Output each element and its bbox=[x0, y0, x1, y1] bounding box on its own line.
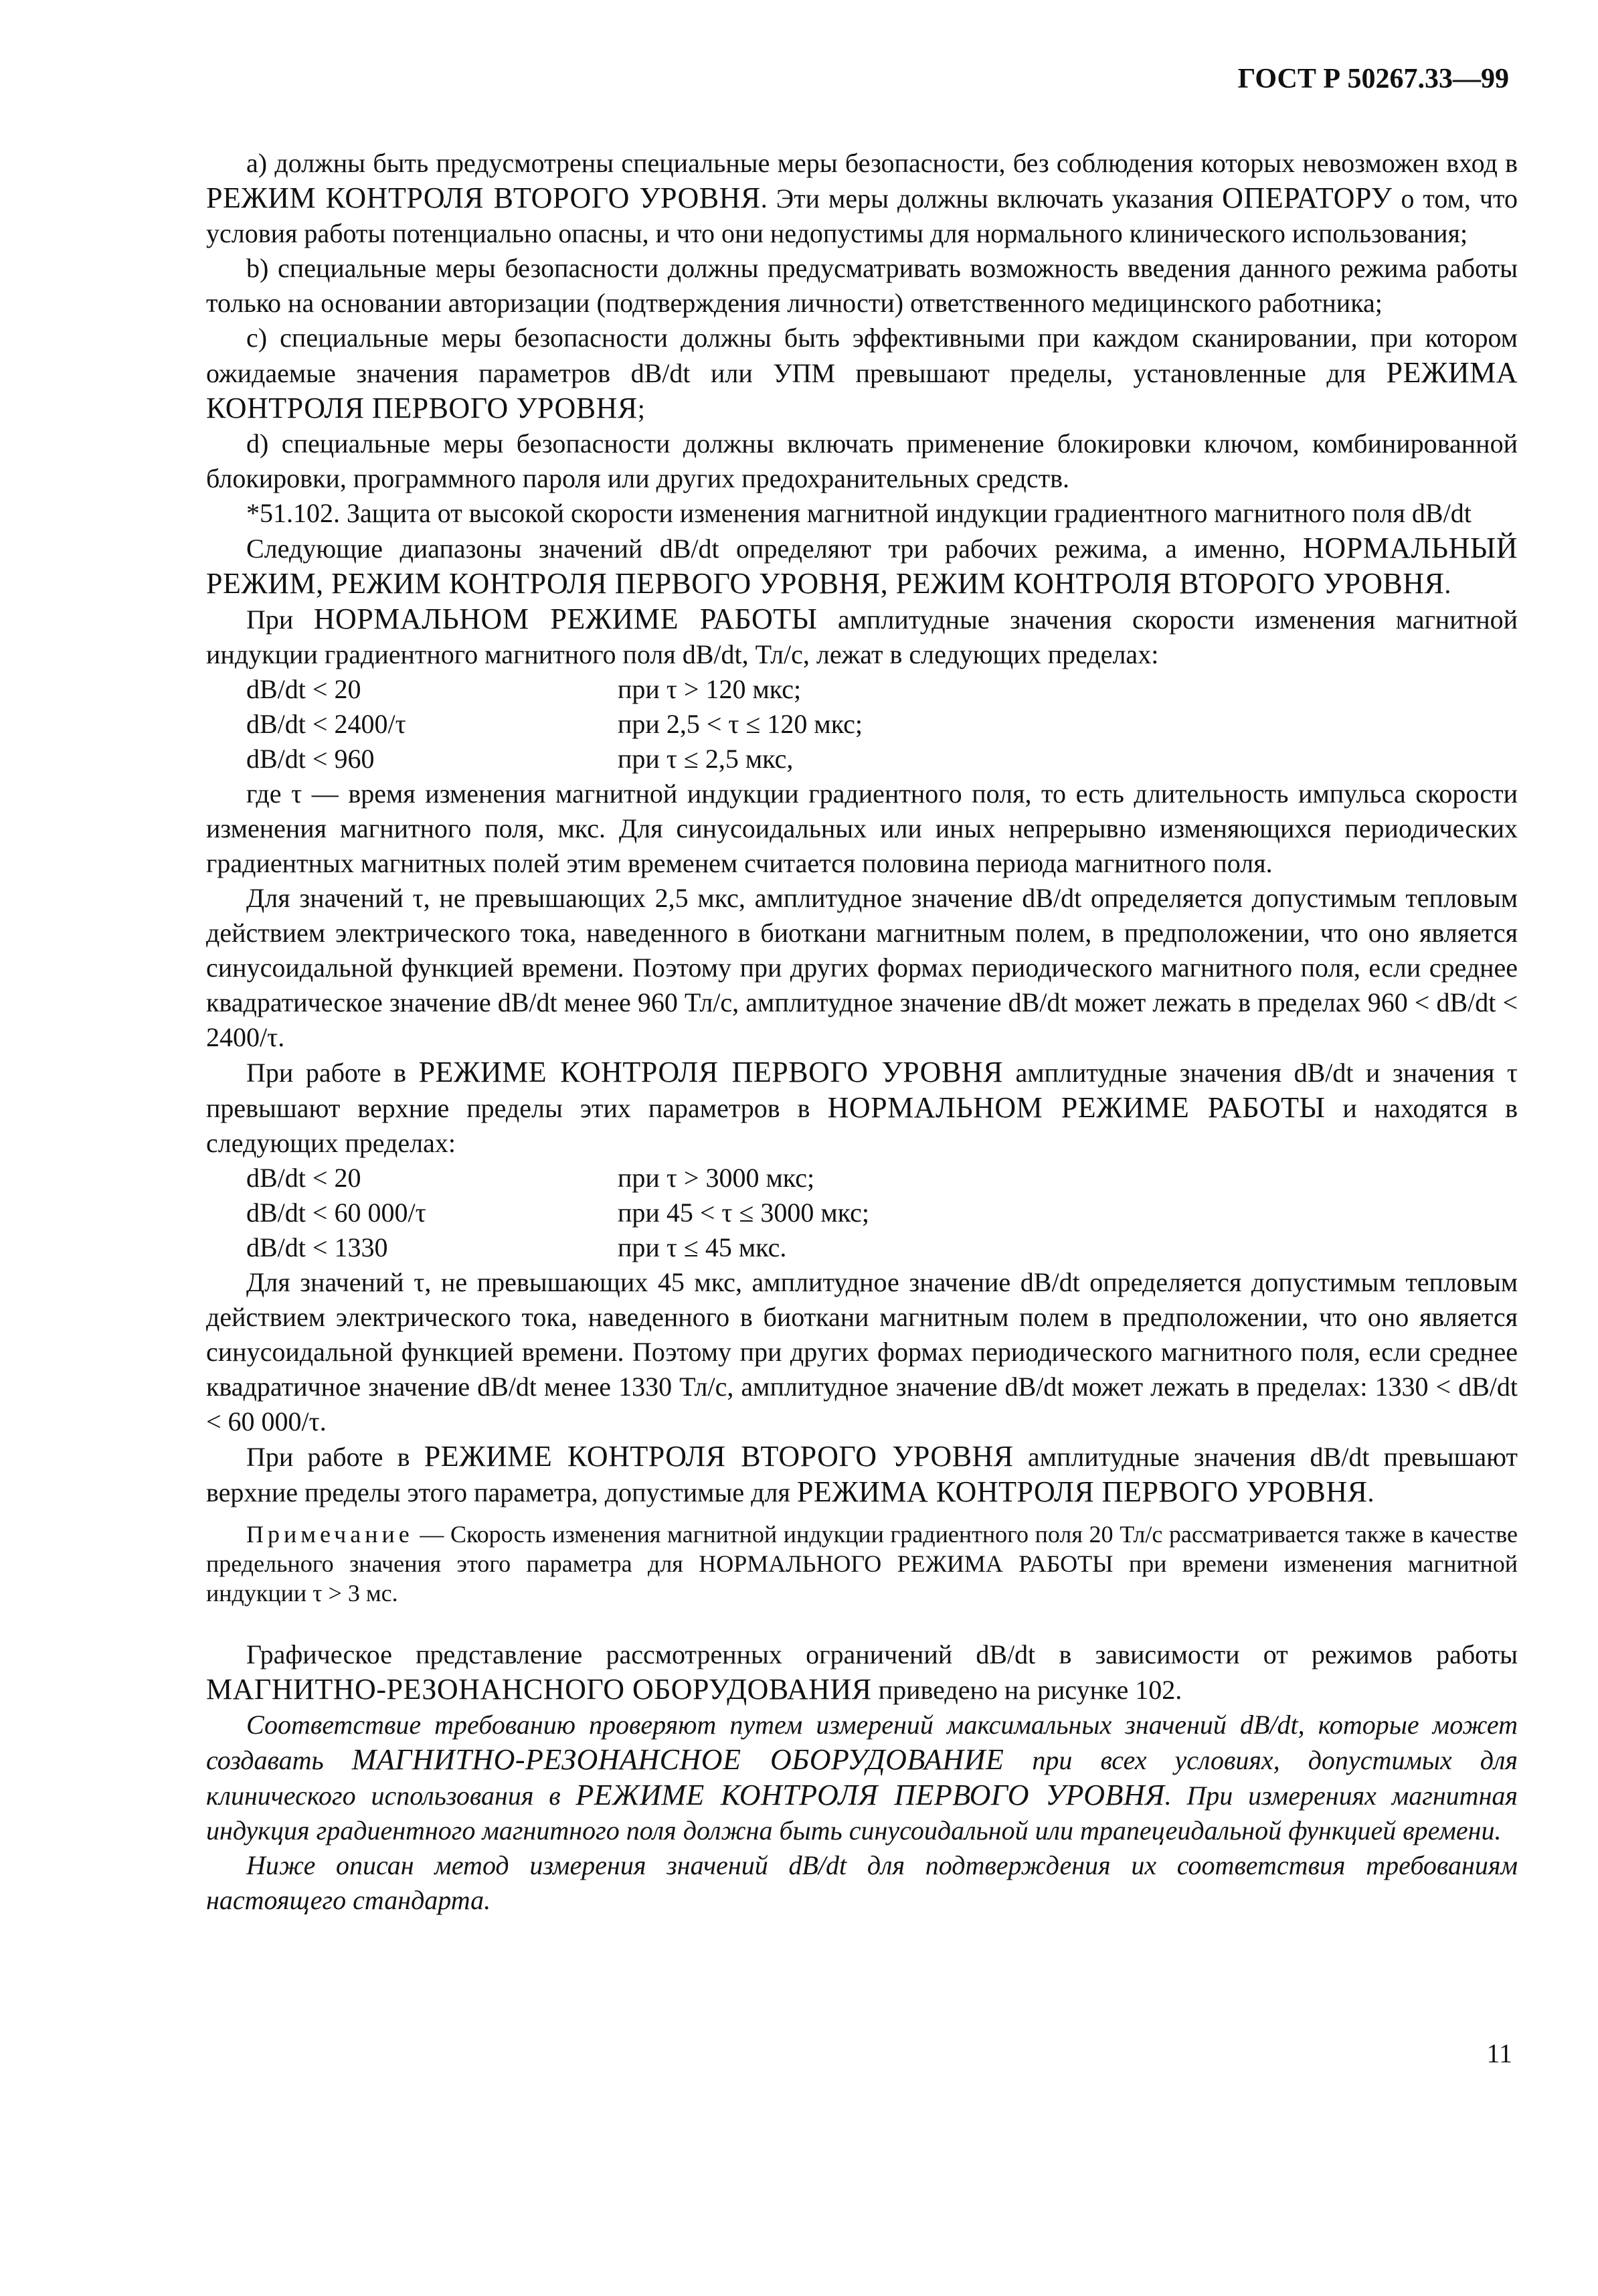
paragraph-second-level: При работе в РЕЖИМЕ КОНТРОЛЯ ВТОРОГО УРОВНЯ амплитудные значения dB/dt превышают верхние пределы этого параметра, допустимые для РЕЖИМА КОНТРОЛЯ ПЕРВОГО УРОВНЯ. bbox=[206, 1440, 1518, 1508]
first-level-limits-table bbox=[246, 1161, 1019, 1265]
limit-condition: при 45 < τ ≤ 3000 мкс; bbox=[618, 1198, 870, 1228]
paragraph-graph-reference: Графическое представление рассмотренных ограничений dB/dt в зависимости от режимов работы МАГНИТНО-РЕЗОНАНСНОГО ОБОРУДОВАНИЯ приведено на рисунке 102. bbox=[206, 1639, 1518, 1706]
paragraph-compliance-check: Соответствие требованию проверяют путем измерений максимальных значений dB/dt, которые может создавать МАГНИТНО-РЕЗОНАНСНОЕ ОБОРУДОВАНИЕ при всех условиях, допустимых для клинического использования в РЕЖИМЕ КОНТРОЛЯ ПЕРВОГО УРОВНЯ. При измерениях магнитная индукция градиентного магнитного поля должна быть синусоидальной или трапецеидальной функцией времени. bbox=[206, 1710, 1518, 1846]
item-a: a) должны быть предусмотрены специальные меры безопасности, без соблюдения которых невозможен вход в РЕЖИМ КОНТРОЛЯ ВТОРОГО УРОВНЯ. Эти меры должны включать указания ОПЕРАТОРУ о том, что условия работы потенциально опасны, и что они недопустимы для нормального клинического использования; bbox=[206, 148, 1518, 248]
paragraph-modes: Следующие диапазоны значений dB/dt определяют три рабочих режима, а именно, НОРМАЛЬНЫЙ РЕЖИМ, РЕЖИМ КОНТРОЛЯ ПЕРВОГО УРОВНЯ, РЕЖИМ КОНТРОЛЯ ВТОРОГО УРОВНЯ. bbox=[206, 531, 1518, 600]
limit-condition: при 2,5 < τ ≤ 120 мкс; bbox=[618, 709, 863, 739]
limit-formula: dB/dt < 20 bbox=[246, 1163, 361, 1193]
limit-condition: при τ > 120 мкс; bbox=[618, 674, 802, 704]
document-body bbox=[206, 146, 1518, 1918]
paragraph-method: Ниже описан метод измерения значений dB/dt для подтверждения их соответствия требованиям настоящего стандарта. bbox=[206, 1850, 1518, 1915]
limit-formula: dB/dt < 60 000/τ bbox=[246, 1198, 426, 1228]
limit-condition: при τ > 3000 мкс; bbox=[618, 1163, 815, 1193]
paragraph-tau-45: Для значений τ, не превышающих 45 мкс, амплитудное значение dB/dt определяется допустимым тепловым действием электрического тока, наведенного в биоткани магнитным полем в предположении, что оно является синусоидальной функцией времени. Поэтому при других формах периодического магнитного поля, если среднее квадратичное значение dB/dt менее 1330 Тл/с, амплитудное значение dB/dt может лежать в пределах: 1330 < dB/dt < 60 000/τ. bbox=[206, 1267, 1518, 1437]
limit-condition: при τ ≤ 45 мкс. bbox=[618, 1232, 787, 1262]
paragraph-tau-2-5: Для значений τ, не превышающих 2,5 мкс, амплитудное значение dB/dt определяется допустимым тепловым действием электрического тока, наведенного в биоткани магнитным полем, в предположении, что оно является синусоидальной функцией времени. Поэтому при других формах периодического магнитного поля, если среднее квадратическое значение dB/dt менее 960 Тл/с, амплитудное значение dB/dt может лежать в пределах 960 < dB/dt < 2400/τ. bbox=[206, 883, 1518, 1052]
paragraph-normal-mode: При НОРМАЛЬНОМ РЕЖИМЕ РАБОТЫ амплитудные значения скорости изменения магнитной индукции градиентного магнитного поля dB/dt, Тл/с, лежат в следующих пределах: bbox=[206, 602, 1518, 669]
document-id-header: ГОСТ Р 50267.33—99 bbox=[1237, 64, 1509, 94]
item-b: b) специальные меры безопасности должны предусматривать возможность введения данного режима работы только на основании авторизации (подтверждения личности) ответственного медицинского работника; bbox=[206, 253, 1518, 318]
limit-row bbox=[246, 672, 1019, 707]
limit-formula: dB/dt < 2400/τ bbox=[246, 709, 406, 739]
limit-condition: при τ ≤ 2,5 мкс, bbox=[618, 744, 794, 774]
limit-row bbox=[246, 707, 1019, 742]
paragraph-tau-definition: где τ — время изменения магнитной индукции градиентного поля, то есть длительность импульса скорости изменения магнитного поля, мкс. Для синусоидальных или иных непрерывно изменяющихся периодических градиентных магнитных полей этим временем считается половина периода магнитного поля. bbox=[206, 778, 1518, 878]
limit-row bbox=[246, 1196, 1019, 1230]
note-label: Примечание bbox=[246, 1521, 414, 1548]
note: Примечание — Скорость изменения магнитной индукции градиентного поля 20 Тл/с рассматривается также в качестве предельного значения этого параметра для НОРМАЛЬНОГО РЕЖИМА РАБОТЫ при времени изменения магнитной индукции τ > 3 мс. bbox=[206, 1521, 1518, 1607]
limit-formula: dB/dt < 1330 bbox=[246, 1232, 388, 1262]
limit-row bbox=[246, 1230, 1019, 1265]
limit-row bbox=[246, 1161, 1019, 1196]
limit-formula: dB/dt < 20 bbox=[246, 674, 361, 704]
item-d: d) специальные меры безопасности должны включать применение блокировки ключом, комбинированной блокировки, программного пароля или других предохранительных средств. bbox=[206, 428, 1518, 493]
section-title: *51.102. Защита от высокой скорости изменения магнитной индукции градиентного магнитного поля dB/dt bbox=[246, 498, 1472, 528]
item-c: c) специальные меры безопасности должны быть эффективными при каждом сканировании, при котором ожидаемые значения параметров dB/dt или УПМ превышают пределы, установленные для РЕЖИМА КОНТРОЛЯ ПЕРВОГО УРОВНЯ; bbox=[206, 323, 1518, 424]
page-number: 11 bbox=[1486, 2038, 1512, 2068]
limit-row bbox=[246, 742, 1019, 776]
paragraph-first-level: При работе в РЕЖИМЕ КОНТРОЛЯ ПЕРВОГО УРОВНЯ амплитудные значения dB/dt и значения τ превышают верхние пределы этих параметров в НОРМАЛЬНОМ РЕЖИМЕ РАБОТЫ и находятся в следующих пределах: bbox=[206, 1056, 1518, 1158]
limit-formula: dB/dt < 960 bbox=[246, 744, 375, 774]
normal-mode-limits-table bbox=[246, 672, 1019, 776]
